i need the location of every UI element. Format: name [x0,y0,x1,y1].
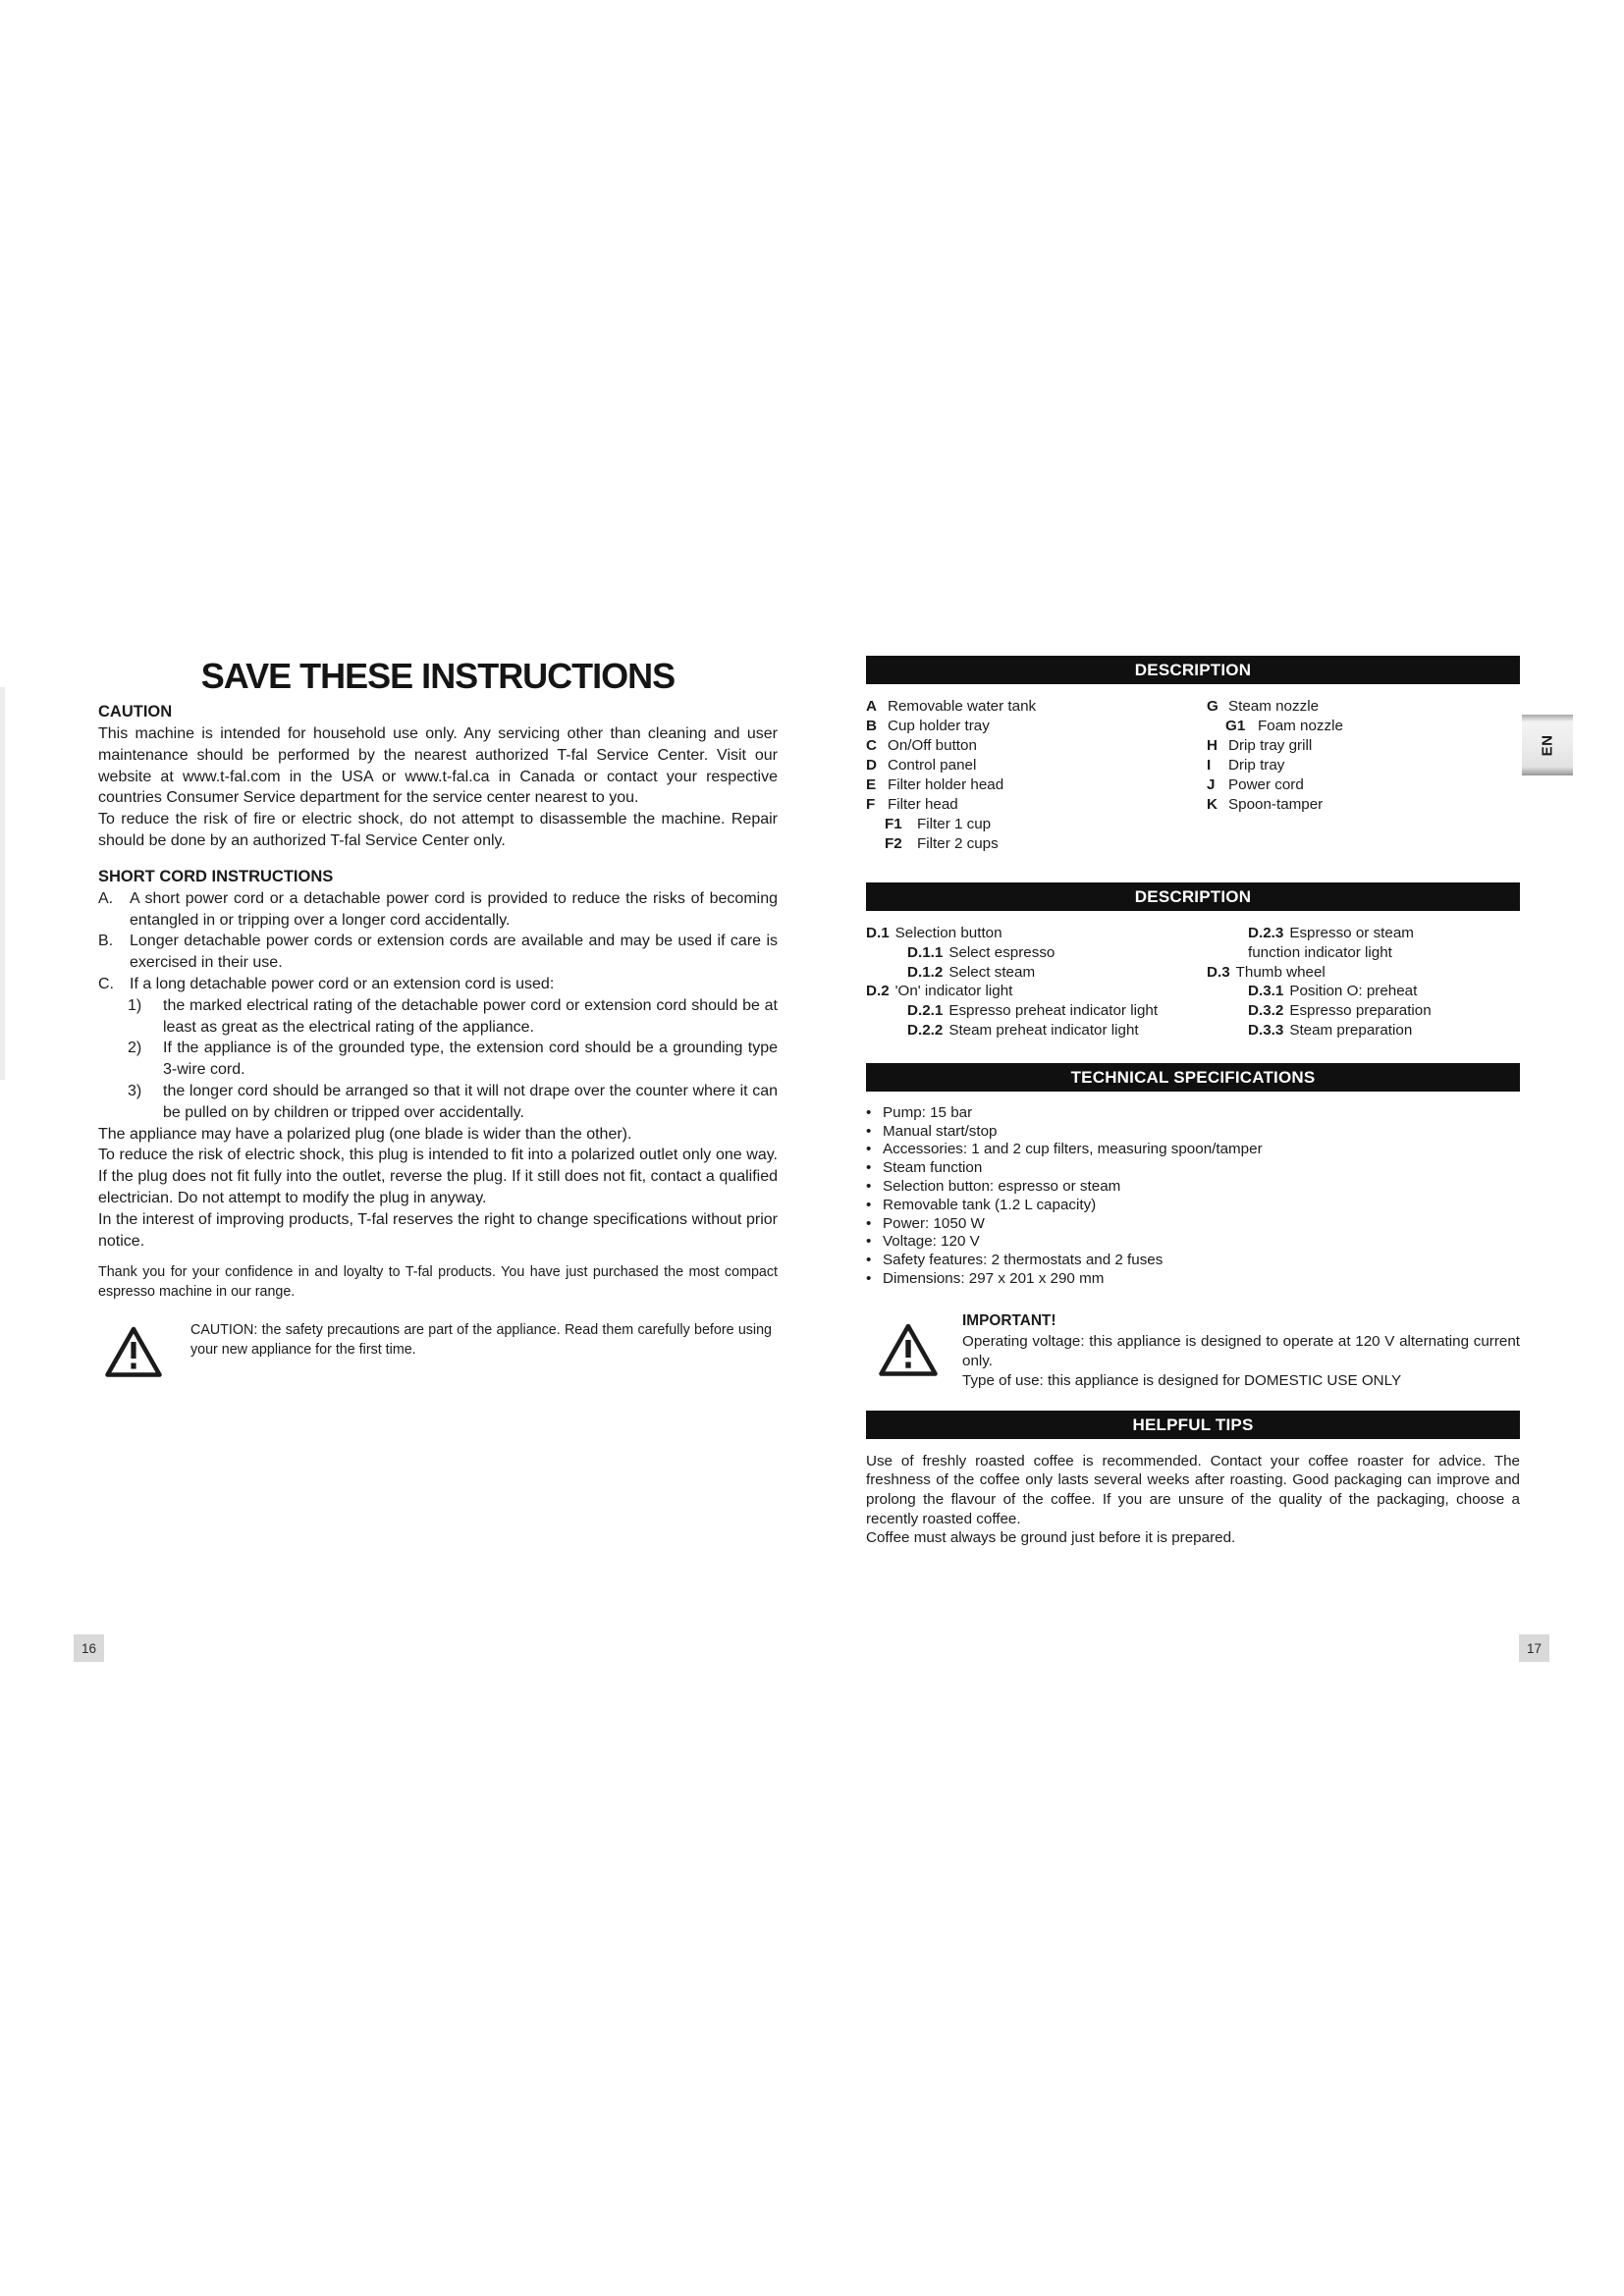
bullet-icon: • [866,1122,872,1140]
controls-row [866,982,1207,1001]
parts-row [1207,697,1520,717]
part-text: Foam nozzle [1258,718,1343,734]
language-tab-en [1522,715,1573,775]
part-label: E [866,776,877,793]
tips-paragraph-1: Use of freshly roasted coffee is recommended. Contact your coffee roaster for advice. The freshness of the coffee only lasts several weeks after roasting. Good packaging can improve and prolong the flavour of the coffee. If you are unsure of the quality of the packaging, choose a recently roasted coffee. [866,1452,1520,1527]
bullet-icon: • [866,1141,872,1158]
important-heading: IMPORTANT! [962,1311,1056,1329]
language-tab-label: EN [1539,734,1556,756]
list-subitem-3 [98,1081,778,1124]
control-text: Espresso preparation [1289,1002,1432,1020]
left-page-column [98,656,778,1379]
bullet-icon: • [866,1214,872,1232]
part-label: G [1207,698,1218,715]
part-label: F [866,796,876,813]
plug-paragraph-2: To reduce the risk of electric shock, this plug is intended to fit into a polarized outlet only one way. If the plug does not fit fully into the outlet, reverse the plug. If it still does not fit, contact a qualified electrician. Do not attempt to modify the plug in anyway. [98,1147,778,1206]
controls-row [1207,1021,1520,1041]
control-text: Steam preparation [1289,1021,1413,1039]
controls-list-col2 [1207,924,1520,1041]
control-label: D.1.1 [907,943,944,961]
control-label: D.2.3 [1248,925,1284,941]
part-label: C [866,737,877,754]
parts-row [866,736,1207,756]
controls-row [1207,982,1520,1001]
control-text: 'On' indicator light [894,983,1013,1000]
tips-paragraph-2: Coffee must always be ground just before it is prepared. [866,1529,1236,1547]
spec-item [866,1159,1520,1178]
controls-row [866,924,1207,943]
list-subitem-2 [98,1038,778,1081]
control-text: Selection button [894,925,1002,941]
control-text: Espresso or steam function indicator light [1248,925,1414,961]
list-subitem-1 [98,995,778,1039]
section-header-tech-specs: TECHNICAL SPECIFICATIONS [866,1063,1520,1092]
parts-row [1207,717,1520,736]
short-cord-heading: SHORT CORD INSTRUCTIONS [98,867,334,885]
warning-triangle-icon [878,1322,939,1378]
part-text: On/Off button [888,737,977,754]
part-text: Drip tray grill [1228,737,1313,754]
control-label: D.2.1 [907,1002,944,1020]
control-text: Select steam [948,963,1036,981]
list-item-a [98,888,778,932]
list-subitem-label: 3) [128,1082,142,1099]
parts-list-col1 [866,697,1207,854]
caution-paragraph-2: To reduce the risk of fire or electric shock, do not attempt to disassemble the machine. Repair should be done by an authorized T-fal Service Center only. [98,811,778,849]
important-body [962,1312,1520,1391]
control-label: D.1.2 [907,963,944,981]
warning-triangle-icon [104,1325,163,1379]
list-subitem-text: the longer cord should be arranged so that it will not drape over the counter where it can be pulled on by children or tripped over accidentally. [163,1082,778,1121]
spec-item [866,1252,1520,1270]
plug-paragraph-1: The appliance may have a polarized plug (one blade is wider than the other). [98,1125,632,1143]
caution-note-text: CAUTION: the safety precautions are part of the appliance. Read them carefully before using your new appliance for the first time. [190,1322,772,1358]
spec-text: Steam function [883,1159,983,1177]
part-label: F2 [885,835,902,852]
list-item-b [98,931,778,974]
important-line-1: Operating voltage: this appliance is designed to operate at 120 V alternating current only. [962,1332,1520,1369]
spec-text: Removable tank (1.2 L capacity) [883,1196,1097,1213]
spec-item [866,1270,1520,1289]
part-text: Cup holder tray [888,718,990,734]
part-label: H [1207,737,1218,754]
control-label: D.3.2 [1248,1002,1284,1020]
spec-text: Safety features: 2 thermostats and 2 fuses [883,1252,1164,1269]
part-text: Steam nozzle [1228,698,1320,715]
caution-paragraph-1: This machine is intended for household use only. Any servicing other than cleaning and user maintenance should be performed by the nearest authorized T-fal Service Center. Visit our website at www.t-fal.com in the USA or www.t-fal.ca in Canada or contact your respective countries Consumer Service department for the service center nearest to you. [98,725,778,807]
section-header-helpful-tips: HELPFUL TIPS [866,1411,1520,1439]
page-number-left: 16 [74,1634,104,1662]
bullet-icon: • [866,1269,872,1287]
part-text: Control panel [888,757,977,774]
part-label: J [1207,776,1216,793]
spec-text: Pump: 15 bar [883,1103,973,1121]
list-item-text: If a long detachable power cord or an extension cord is used: [130,975,555,992]
list-item-c [98,974,778,995]
part-label: A [866,698,877,715]
plug-paragraph-3: In the interest of improving products, T-fal reserves the right to change specifications without prior notice. [98,1210,778,1250]
part-label: K [1207,796,1218,813]
thanks-paragraph: Thank you for your confidence in and loyalty to T-fal products. You have just purchased the most compact espresso machine in our range. [98,1264,778,1300]
spec-item [866,1233,1520,1252]
list-item-label: B. [98,933,114,950]
part-text: Spoon-tamper [1228,796,1324,813]
part-text: Filter 2 cups [917,835,999,852]
control-label: D.1 [866,925,890,941]
parts-list-col2 [1207,697,1520,854]
spec-item [866,1197,1520,1215]
controls-row [866,963,1207,983]
part-text: Filter holder head [888,776,1004,793]
parts-row [866,815,1207,834]
part-text: Drip tray [1228,757,1285,774]
list-item-label: A. [98,889,114,907]
important-line-2: Type of use: this appliance is designed for DOMESTIC USE ONLY [962,1371,1402,1389]
parts-row [1207,756,1520,775]
right-page-column [866,656,1520,1548]
list-subitem-text: the marked electrical rating of the detachable power cord or extension cord should be at least as great as the electrical rating of the appliance. [163,996,778,1036]
parts-row [866,717,1207,736]
part-text: Removable water tank [888,698,1037,715]
spec-item [866,1104,1520,1123]
part-text: Filter 1 cup [917,816,992,832]
part-label: F1 [885,816,902,832]
controls-list-col1 [866,924,1207,1041]
parts-row [1207,736,1520,756]
parts-row [866,697,1207,717]
parts-row [866,756,1207,775]
spec-text: Power: 1050 W [883,1214,985,1232]
parts-row [866,775,1207,795]
control-text: Espresso preheat indicator light [948,1002,1159,1020]
section-header-description-1: DESCRIPTION [866,656,1520,684]
part-label: I [1207,757,1212,774]
control-label: D.2.2 [907,1021,944,1039]
controls-row [1207,963,1520,983]
list-item-label: C. [98,975,114,992]
control-label: D.3.3 [1248,1021,1284,1039]
spec-text: Manual start/stop [883,1122,998,1140]
part-label: G1 [1225,718,1246,734]
spec-item [866,1141,1520,1159]
bullet-icon: • [866,1177,872,1195]
controls-row [1207,1001,1520,1021]
scan-edge-artifact [0,687,5,1080]
controls-row [866,1001,1207,1021]
list-subitem-text: If the appliance is of the grounded type, the extension cord should be a grounding type 3-wire cord. [163,1040,778,1079]
controls-row [866,1021,1207,1041]
page-number-right: 17 [1519,1634,1549,1662]
bullet-icon: • [866,1103,872,1121]
important-block [866,1312,1520,1391]
parts-row [866,834,1207,854]
control-label: D.3 [1207,963,1230,981]
control-text: Thumb wheel [1235,963,1326,981]
bullet-icon: • [866,1252,872,1269]
parts-row [1207,795,1520,815]
spec-text: Voltage: 120 V [883,1233,980,1251]
spec-text: Selection button: espresso or steam [883,1177,1121,1195]
bullet-icon: • [866,1233,872,1251]
spec-item [866,1215,1520,1234]
bullet-icon: • [866,1159,872,1177]
part-label: D [866,757,877,774]
parts-row [1207,775,1520,795]
control-label: D.2 [866,983,890,1000]
spec-item [866,1123,1520,1142]
controls-row [866,943,1207,963]
control-label: D.3.1 [1248,983,1284,1000]
list-item-text: A short power cord or a detachable power cord is provided to reduce the risks of becoming entangled in or tripping over a longer cord accidentally. [130,889,778,929]
list-subitem-label: 2) [128,1040,142,1057]
part-text: Filter head [888,796,958,813]
caution-note-block [98,1321,778,1379]
bullet-icon: • [866,1196,872,1213]
controls-list [866,924,1520,1041]
control-text: Position O: preheat [1289,983,1418,1000]
spec-text: Accessories: 1 and 2 cup filters, measuring spoon/tamper [883,1141,1263,1158]
tech-specs-list [866,1104,1520,1289]
spec-item [866,1178,1520,1197]
part-text: Power cord [1228,776,1304,793]
controls-row [1207,924,1444,963]
section-header-description-2: DESCRIPTION [866,882,1520,911]
list-subitem-label: 1) [128,996,142,1014]
caution-heading: CAUTION [98,703,173,721]
control-text: Select espresso [948,943,1056,961]
parts-row [866,795,1207,815]
part-label: B [866,718,877,734]
parts-list [866,697,1520,854]
control-text: Steam preheat indicator light [948,1021,1139,1039]
spec-text: Dimensions: 297 x 201 x 290 mm [883,1269,1105,1287]
page-title: SAVE THESE INSTRUCTIONS [200,656,676,696]
list-item-text: Longer detachable power cords or extension cords are available and may be used if care is exercised in their use. [130,933,778,972]
